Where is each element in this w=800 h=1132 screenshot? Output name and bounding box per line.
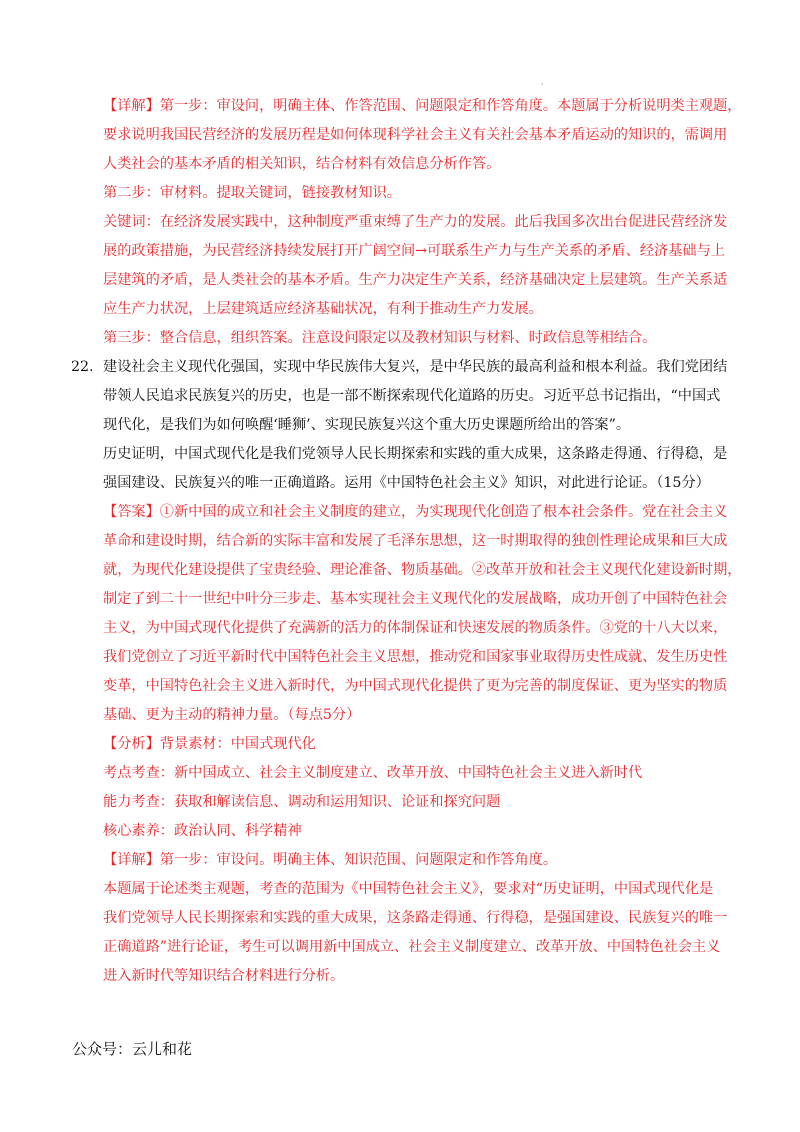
answer-line: 我们党创立了习近平新时代中国特色社会主义思想，推动党和国家事业取得历史性成就、发生历史性 [103,649,728,665]
detail1-line: 第三步：整合信息，组织答案。注意设问限定以及教材知识与材料、时政信息等相结合。 [103,330,657,346]
analysis-section [103,730,743,846]
detail2-line: 本题属于论述类主观题，考查的范围为《中国特色社会主义》，要求对“历史证明，中国式现代化是 [103,881,714,897]
answer-line: 基础、更为主动的精神力量。（每点5分） [103,707,361,723]
analysis-line: 能力考查：获取和解读信息、调动和运用知识、论证和探究问题 [103,794,501,810]
page-marker: · [541,80,544,89]
detail1-line: 【详解】第一步：审设问，明确主体、作答范围、问题限定和作答角度。本题属于分析说明类主观题， [103,98,742,114]
detail1-line: 展的政策措施，为民营经济持续发展打开广阔空间→可联系生产力与生产关系的矛盾、经济基础与上 [103,243,725,259]
detail2-line: 【详解】第一步：审设问。明确主体、知识范围、问题限定和作答角度。 [103,852,558,868]
detail2-line: 正确道路”进行论证，考生可以调用新中国成立、社会主义制度建立、改革开放、中国特色社会主义 [103,939,721,955]
question-number: 22. [71,359,94,375]
answer-line: 主义，为中国式现代化提供了充满新的活力的体制保证和快速发展的物质条件。③党的十八大以来， [103,620,728,636]
answer-section [103,498,743,730]
detail1-line: 要求说明我国民营经济的发展历程是如何体现科学社会主义有关社会基本矛盾运动的知识的，需调用 [103,127,728,143]
detail-section-1 [103,92,743,353]
question-line: 带领人民追求民族复兴的历史，也是一部不断探索现代化道路的历史。习近平总书记指出，“中国式 [103,388,721,404]
answer-line: 【答案】①新中国的成立和社会主义制度的建立，为实现现代化创造了根本社会条件。党在社会主义 [103,504,728,520]
question-line: 现代化，是我们为如何唤醒‘睡狮’、实现民族复兴这个重大历史课题所给出的答案”。 [103,417,631,433]
question-line [71,353,743,382]
detail2-line: 进入新时代等知识结合材料进行分析。 [103,968,345,984]
analysis-line: 【分析】背景素材：中国式现代化 [103,736,316,752]
question-section [71,353,743,498]
footer-account-label: 公众号：云儿和花 [72,1040,193,1058]
detail1-line: 层建筑的矛盾，是人类社会的基本矛盾。生产力决定生产关系，经济基础决定上层建筑。生产关系适 [103,272,728,288]
detail1-line: 应生产力状况，上层建筑适应经济基础状况，有利于推动生产力发展。 [103,301,543,317]
answer-line: 制定了到二十一世纪中叶分三步走、基本实现社会主义现代化的发展战略，成功开创了中国特色社会 [103,591,728,607]
answer-line: 就，为现代化建设提供了宝贵经验、理论准备、物质基础。②改革开放和社会主义现代化建设新时期， [103,562,742,578]
detail2-line: 我们党领导人民长期探索和实践的重大成果，这条路走得通、行得稳，是强国建设、民族复兴的唯一 [103,910,728,926]
answer-line: 变革，中国特色社会主义进入新时代，为中国式现代化提供了更为完善的制度保证、更为坚实的物质 [103,678,728,694]
analysis-line: 考点考查：新中国成立、社会主义制度建立、改革开放、中国特色社会主义进入新时代 [103,765,643,781]
analysis-line: 核心素养：政治认同、科学精神 [103,823,302,839]
detail1-line: 关键词：在经济发展实践中，这种制度严重束缚了生产力的发展。此后我国多次出台促进民营经济发 [103,214,728,230]
page-content [71,92,743,991]
answer-line: 革命和建设时期，结合新的实际丰富和发展了毛泽东思想，这一时期取得的独创性理论成果和巨大成 [103,533,728,549]
question-line: 历史证明，中国式现代化是我们党领导人民长期探索和实践的重大成果，这条路走得通、行得稳，是 [103,446,728,462]
question-line: 强国建设、民族复兴的唯一正确道路。运用《中国特色社会主义》知识，对此进行论证。（15分） [103,475,710,491]
detail-section-2 [103,846,743,991]
question-text: 建设社会主义现代化强国，实现中华民族伟大复兴，是中华民族的最高利益和根本利益。我们党团结 [103,359,728,375]
detail1-line: 第二步：审材料。提取关键词，链接教材知识。 [103,185,401,201]
detail1-line: 人类社会的基本矛盾的相关知识，结合材料有效信息分析作答。 [103,156,501,172]
